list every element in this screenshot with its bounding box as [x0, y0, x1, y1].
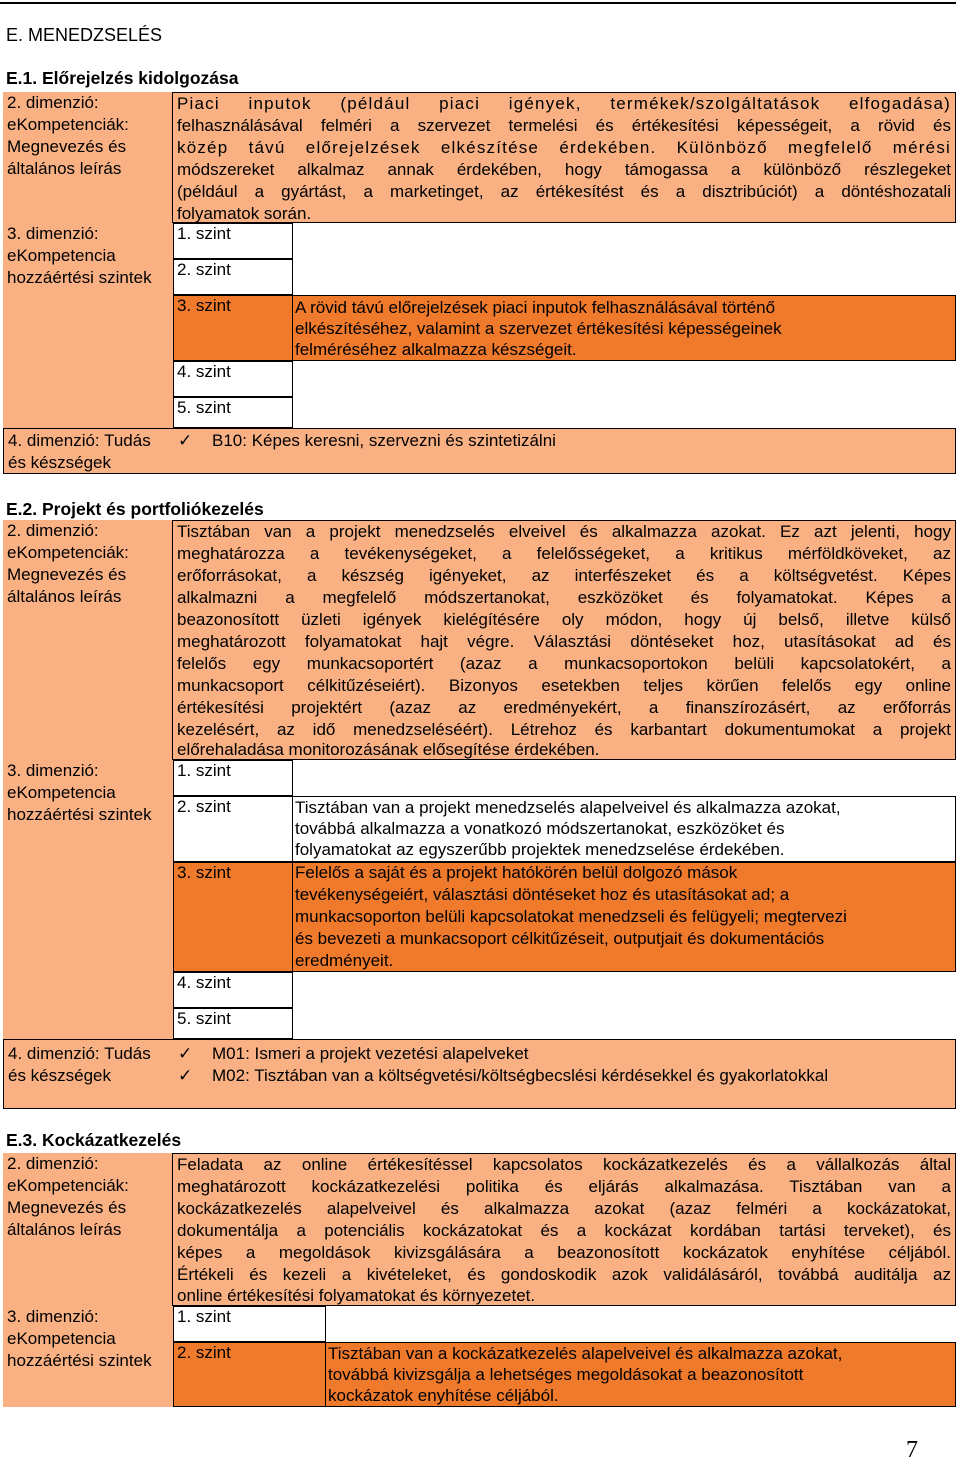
e2-level-3-line: és bevezeti a munkacsoport célkitűzéseit, outputjait és dokumentációs [295, 929, 825, 948]
e1-desc-line: Piaci inputok (például piaci igények, termékek/szolgáltatások elfogadása) [177, 94, 951, 113]
e2-desc-line: kezelésért, az idő menedzseléséért). Létrehoz és karbantart dokumentumokat a projekt [177, 720, 951, 739]
e2-description-box [172, 520, 956, 760]
e2-level-3-line: eredményeit. [295, 951, 394, 970]
e3-dim3-label-2: eKompetencia [7, 1329, 116, 1348]
e2-level-5: 5. szint [173, 1008, 293, 1039]
e2-dim3-label-2: eKompetencia [7, 783, 116, 802]
e3-level-1: 1. szint [173, 1306, 326, 1342]
e3-dim2-label-1: 2. dimenzió: [7, 1154, 99, 1173]
e1-level-5: 5. szint [173, 397, 293, 428]
e2-dim4-label-1: 4. dimenzió: Tudás [8, 1044, 151, 1063]
divider [292, 295, 293, 361]
e1-description-box [172, 92, 956, 223]
e2-dim3-label-1: 3. dimenzió: [7, 761, 99, 780]
divider [292, 862, 293, 972]
e1-dim3-label-2: eKompetencia [7, 246, 116, 265]
e1-level-2: 2. szint [173, 259, 293, 295]
e1-dim4-label-2: és készségek [8, 453, 111, 472]
e2-desc-line: munkacsoport célkitűzéseiért). Bizonyos esetekben teljes körűen felelős egy online [177, 676, 951, 695]
e2-desc-line: felelős egy munkacsoportért (azaz a munkacsoportokon belüli kapcsolatokért, a [177, 654, 951, 673]
e2-dim4-label-2: és készségek [8, 1066, 111, 1085]
e2-level-2-line: Tisztában van a projekt menedzselés alapelveivel és alkalmazza azokat, [295, 798, 841, 817]
e3-desc-line: kockázatkezelés alapelveivel és alkalmazza azokat (azaz felméri a kockázatokat, [177, 1199, 951, 1218]
section-title-e1: E.1. Előrejelzés kidolgozása [6, 68, 239, 88]
e2-level-4: 4. szint [173, 972, 293, 1008]
e3-desc-line: képes a megoldások kivizsgálására a beazonosított kockázatok enyhítése céljából. [177, 1243, 951, 1262]
e1-desc-line: folyamatok során. [177, 204, 312, 223]
e3-dim2-label-4: általános leírás [7, 1220, 122, 1239]
e2-level-3: 3. szint [177, 863, 231, 882]
e1-level-3: 3. szint [177, 296, 231, 315]
e2-level-2-line: folyamatokat az egyszerűbb projektek menedzselése érdekében. [295, 840, 785, 859]
e2-dim3-label-3: hozzáértési szintek [7, 805, 152, 824]
e3-dim2-label-3: Megnevezés és [7, 1198, 127, 1217]
e3-dim3-label-3: hozzáértési szintek [7, 1351, 152, 1370]
e2-desc-line: Tisztában van a projekt menedzselés elveivel és alkalmazza azokat. Ez azt jelenti, hogy [177, 522, 951, 541]
e2-desc-line: előrehaladása monitorozásának elősegítése érdekében. [177, 740, 600, 759]
divider [292, 796, 293, 862]
e2-desc-line: alkalmazni a megfelelő módszertanokat, eszközöket és folyamatokat. Képes a [177, 588, 951, 607]
e1-dim2-label-3: Megnevezés és [7, 137, 127, 156]
e1-dim4-band [3, 428, 956, 474]
e2-level-3-text [295, 862, 847, 972]
e2-level-2-text [295, 797, 841, 860]
page-number: 7 [906, 1437, 918, 1463]
e2-desc-line: beazonosított üzleti igények kielégítésére oly módon, hogy új belső, illetve külső [177, 610, 951, 629]
e3-level-2-line: Tisztában van a kockázatkezelés alapelveivel és alkalmazza azokat, [328, 1344, 843, 1363]
e3-desc-line: online értékesítési folyamatokat és környezetet. [177, 1286, 536, 1305]
section-title-e2: E.2. Projekt és portfoliókezelés [6, 499, 264, 519]
e3-level-2-line: továbbá kivizsgálja a lehetséges megoldásokat a beazonosított [328, 1365, 804, 1384]
e1-desc-line: módszereket alkalmaz annak érdekében, hogy támogassa a különböző részlegeket [177, 160, 951, 179]
e1-level-3-line: elkészítéséhez, valamint a szervezet értékesítési képességeinek [295, 319, 782, 338]
e1-desc-line: felhasználásával felméri a szervezet termelési és értékesítési képességeit, a rövid és [177, 116, 951, 135]
e3-description-box [172, 1153, 956, 1306]
e2-level-3-line: munkacsoporton belüli kapcsolatokat menedzseli és felügyeli; megtervezi [295, 907, 847, 926]
e3-dim3-label-1: 3. dimenzió: [7, 1307, 99, 1326]
e2-desc-line: erőforrásokat, a készség igényeket, az interfészeket és a költségvetést. Képes [177, 566, 951, 585]
e1-dim4-label-1: 4. dimenzió: Tudás [8, 431, 151, 450]
e1-desc-line: közép távú előrejelzések elkészítése érdekében. Különböző megfelelő mérési [177, 138, 951, 157]
e1-level-3-line: A rövid távú előrejelzések piaci inputok felhasználásával történő [295, 298, 776, 317]
e1-level-3-line: felméréséhez alkalmazza készségeit. [295, 340, 577, 359]
e3-level-2: 2. szint [177, 1343, 231, 1362]
e2-dim2-label-3: Megnevezés és [7, 565, 127, 584]
e2-level-2: 2. szint [177, 797, 231, 816]
e1-level-1: 1. szint [173, 223, 293, 259]
e1-skill-1: B10: Képes keresni, szervezni és szintetizálni [212, 431, 556, 450]
e2-level-2-line: továbbá alkalmazza a vonatkozó módszertanokat, eszközöket és [295, 819, 785, 838]
e3-level-2-line: kockázatok enyhítése céljából. [328, 1386, 559, 1405]
section-title-e3: E.3. Kockázatkezelés [6, 1130, 182, 1150]
e1-dim2-label-1: 2. dimenzió: [7, 93, 99, 112]
e2-skill-1: M01: Ismeri a projekt vezetési alapelveket [212, 1044, 529, 1063]
e3-desc-line: dokumentálja a potenciális kockázatokat és a kockázat kordában tartási terveket), és [177, 1221, 951, 1240]
e3-desc-line: meghatározott kockázatkezelési politika és eljárás alkalmazása. Tisztában van a [177, 1177, 951, 1196]
e3-level-2-text [328, 1343, 842, 1406]
e1-level-3-text [295, 297, 782, 360]
e1-dim2-label-2: eKompetenciák: [7, 115, 129, 134]
e2-skill-2: M02: Tisztában van a költségvetési/költségbecslési kérdésekkel és gyakorlatokkal [212, 1066, 829, 1085]
e1-dim3-label-3: hozzáértési szintek [7, 268, 152, 287]
e2-dim2-label-4: általános leírás [7, 587, 122, 606]
e2-desc-line: meghatározott folyamatokat hajt végre. Választási döntéseket hoz, utasításokat ad és [177, 632, 951, 651]
e1-level-4: 4. szint [173, 361, 293, 397]
e2-dim2-label-1: 2. dimenzió: [7, 521, 99, 540]
e1-desc-line: (például a gyártást, a marketinget, az értékesítést és a disztribúciót) a döntéshozatali [177, 182, 951, 201]
check-icon: ✓ [178, 1066, 193, 1086]
check-icon: ✓ [178, 431, 193, 451]
check-icon: ✓ [178, 1044, 193, 1064]
e3-desc-line: Feladata az online értékesítéssel kapcsolatos kockázatkezelés és a vállalkozás által [177, 1155, 951, 1174]
e3-desc-line: Értékeli és kezeli a kivételeket, és gondoskodik azok validálásáról, továbbá auditálja az [177, 1265, 951, 1284]
e2-level-3-line: Felelős a saját és a projekt hatókörén belül dolgozó mások [295, 863, 738, 882]
e1-dim3-label-1: 3. dimenzió: [7, 224, 99, 243]
e2-desc-line: meghatározza a tevékenységeket, a felelősségeket, a kritikus mérföldköveket, az [177, 544, 951, 563]
e2-desc-line: értékesítési projektért (azaz az eredményekért, a finanszírozásért, az erőforrás [177, 698, 951, 717]
page-title: E. MENEDZSELÉS [6, 25, 163, 45]
top-rule [0, 2, 956, 4]
e1-dim2-label-4: általános leírás [7, 159, 122, 178]
e2-level-1: 1. szint [173, 760, 293, 796]
divider [325, 1342, 326, 1407]
e3-dim2-label-2: eKompetenciák: [7, 1176, 129, 1195]
e2-dim2-label-2: eKompetenciák: [7, 543, 129, 562]
e2-dim4-band [3, 1039, 956, 1109]
e2-level-3-line: tevékenységeiért, választási döntéseket hoz és utasításokat ad; a [295, 885, 790, 904]
